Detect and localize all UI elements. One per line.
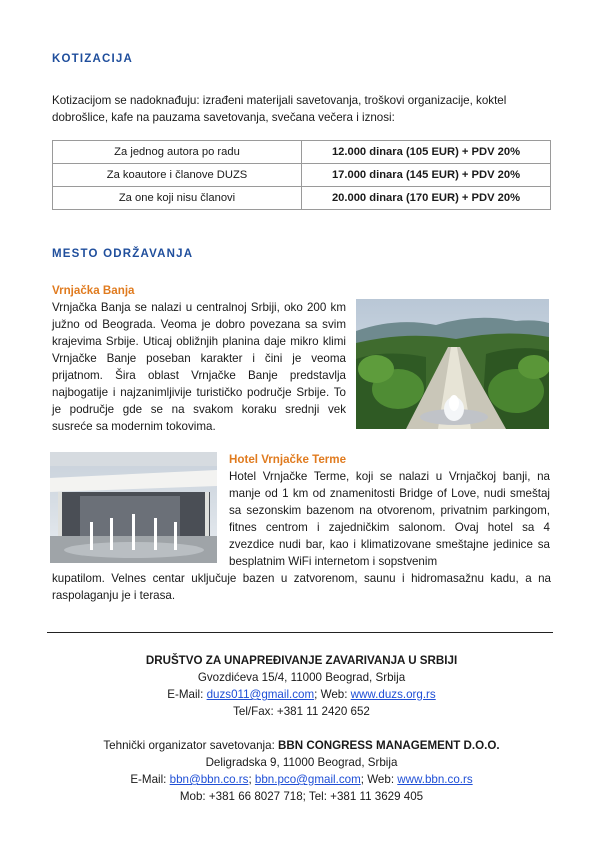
banja-text: Vrnjačka Banja se nalazi u centralnoj Srbiji, oko 200 km južno od Beograda. Veoma je dobro povezana sa svim krajevima Srbije. Uticaj obližnjih planina daje mikro klimi Vrnjačke Banje poseban karakter i čini je veoma prijatnom. Šira oblast Vrnjačke Banje predstavlja najbogatije i najzanimljivije turističko područje Srbije. To je područje gde se na svakom koraku srednji vek susreće sa modernim tokovima. [52, 301, 346, 433]
tech-email-link-2[interactable]: bbn.pco@gmail.com [254, 773, 361, 786]
table-row [53, 164, 551, 187]
hotel-title: Hotel Vrnjačke Terme [229, 453, 347, 466]
org-address: Gvozdićeva 15/4, 11000 Beograd, Srbija [197, 671, 406, 684]
fee-label: Za koautore i članove DUZS [53, 164, 302, 187]
tech-label: Tehnički organizator savetovanja: [103, 739, 279, 752]
kotizacija-intro [52, 92, 552, 126]
kotizacija-heading: KOTIZACIJA [52, 53, 133, 65]
tech-web-label: ; Web: [360, 773, 398, 786]
hotel-photo [50, 452, 217, 563]
org-telfax: Tel/Fax: +381 11 2420 652 [233, 705, 370, 718]
tech-web-link[interactable]: www.bbn.co.rs [397, 773, 473, 786]
footer-divider [47, 632, 553, 633]
tech-name: BBN CONGRESS MANAGEMENT D.O.O. [278, 739, 500, 752]
tech-organizer-line [52, 737, 551, 754]
mesto-heading: MESTO ODRŽAVANJA [52, 248, 194, 260]
tech-address: Deligradska 9, 11000 Beograd, Srbija [205, 756, 398, 769]
org-email-line [52, 686, 551, 703]
banja-title: Vrnjačka Banja [52, 284, 135, 297]
table-row [53, 141, 551, 164]
tech-email-link-1[interactable]: bbn@bbn.co.rs [169, 773, 249, 786]
fee-table [52, 140, 551, 210]
fee-label: Za one koji nisu članovi [53, 187, 302, 210]
email-label: E-Mail: [167, 688, 207, 701]
kotizacija-intro-line1: Kotizacijom se nadoknađuju: izrađeni materijali savetovanja, troškovi organizacije, koktel [52, 94, 507, 107]
fee-label: Za jednog autora po radu [53, 141, 302, 164]
tech-email-line [52, 771, 551, 788]
hotel-text-continued: kupatilom. Velnes centar uključuje bazen u zatvorenom, saunu i hidromasažnu kadu, a na raspolaganju je i terasa. [52, 572, 551, 602]
tech-organizer-block [52, 737, 551, 805]
org-contact-block [52, 652, 551, 720]
org-web-link[interactable]: www.duzs.org.rs [350, 688, 436, 701]
park-photo [356, 299, 549, 429]
tech-phones: Mob: +381 66 8027 718; Tel: +381 11 3629 405 [179, 790, 424, 803]
kotizacija-intro-line2: dobrošlice, kafe na pauzama savetovanja, svečana večera i iznosi: [52, 111, 395, 124]
hotel-text: Hotel Vrnjačke Terme, koji se nalazi u Vrnjačkoj banji, na manje od 1 km od znamenitosti Bridge of Love, nudi smeštaj sa sezonskim bazenom na otvorenom, privatnim parkingom, fitnes centrom i zajedničkim salonom. Ovaj hotel sa 4 zvezdice nudi bar, kao i klimatizovane smeštajne jedinice sa besplatnim WiFi internetom i sopstvenim [229, 470, 550, 568]
email-separator: ; [248, 773, 255, 786]
table-row [53, 187, 551, 210]
org-email-link[interactable]: duzs011@gmail.com [206, 688, 315, 701]
org-name: DRUŠTVO ZA UNAPREĐIVANJE ZAVARIVANJA U SRBIJI [145, 654, 458, 667]
web-label: ; Web: [314, 688, 351, 701]
tech-email-label: E-Mail: [130, 773, 170, 786]
fee-price: 17.000 dinara (145 EUR) + PDV 20% [302, 164, 551, 187]
fee-price: 12.000 dinara (105 EUR) + PDV 20% [302, 141, 551, 164]
fee-price: 20.000 dinara (170 EUR) + PDV 20% [302, 187, 551, 210]
